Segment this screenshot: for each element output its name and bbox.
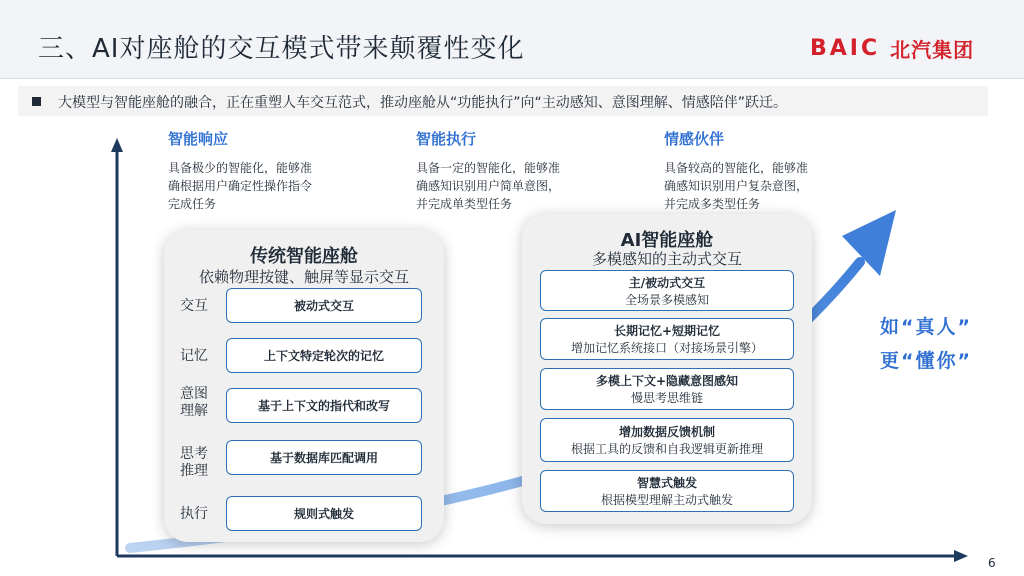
item-text: 上下文特定轮次的记忆 xyxy=(263,349,384,363)
item-text: 增加记忆系统接口（对接场景引擎） xyxy=(570,341,763,355)
traditional-item xyxy=(226,496,422,531)
item-text: 基于上下文的指代和改写 xyxy=(257,399,390,413)
panel-title: 传统智能座舱 xyxy=(250,246,358,267)
item-text: 慢思考思维链 xyxy=(630,391,703,405)
item-text: 根据工具的反馈和自我逻辑更新推理 xyxy=(570,442,763,456)
ai-item xyxy=(540,418,794,462)
stage-emotional-partner xyxy=(664,128,864,213)
stage-body: 具备较高的智能化，能够准 确感知识别用户复杂意图， 并完成多类型任务 xyxy=(664,161,809,211)
traditional-item xyxy=(226,440,422,475)
traditional-item xyxy=(226,288,422,323)
ai-item xyxy=(540,270,794,311)
stage-head: 情感伙伴 xyxy=(664,130,725,148)
ai-item xyxy=(540,470,794,512)
traditional-item xyxy=(226,338,422,373)
y-axis-arrow-icon xyxy=(111,138,123,152)
side-text-line2: 更“懂你” xyxy=(880,350,972,372)
item-text: 全场景多模感知 xyxy=(624,292,709,307)
page-number: 6 xyxy=(988,556,996,570)
ai-cockpit-panel xyxy=(522,214,812,524)
row-label: 执行 xyxy=(180,506,208,522)
traditional-item xyxy=(226,388,422,423)
logo-latin: BAIC xyxy=(810,36,881,61)
row-label: 记忆 xyxy=(180,348,208,364)
row-label: 思考 推理 xyxy=(180,446,208,479)
item-bold-text: 多模上下文+隐藏意图感知 xyxy=(595,374,739,388)
page-title: 三、AI对座舱的交互模式带来颠覆性变化 xyxy=(38,34,525,64)
ai-item xyxy=(540,368,794,410)
item-text: 根据模型理解主动式触发 xyxy=(600,493,733,507)
growth-arrow-icon xyxy=(842,210,896,276)
subtitle: 大模型与智能座舱的融合，正在重塑人车交互范式，推动座舱从“功能执行”向“主动感知、意图理解、情感陪伴”跃迁。 xyxy=(58,95,788,111)
item-bold-text: 长期记忆+短期记忆 xyxy=(613,324,721,338)
x-axis-arrow-icon xyxy=(954,550,968,562)
traditional-cockpit-panel xyxy=(164,230,444,542)
stage-head: 智能执行 xyxy=(416,130,477,148)
item-bold-text: 智慧式触发 xyxy=(636,476,697,490)
side-text-line1: 如“真人” xyxy=(880,316,972,338)
row-label: 交互 xyxy=(180,298,208,314)
item-text: 基于数据库匹配调用 xyxy=(269,451,378,465)
stage-body: 具备一定的智能化，能够准 确感知识别用户简单意图， 并完成单类型任务 xyxy=(416,161,561,211)
stage-intelligent-response xyxy=(168,128,368,213)
stage-head: 智能响应 xyxy=(168,130,229,148)
item-bold-text: 增加数据反馈机制 xyxy=(618,425,715,439)
stage-intelligent-execution xyxy=(416,128,616,213)
logo-cn: 北汽集团 xyxy=(890,38,975,62)
panel-subtitle: 多模感知的主动式交互 xyxy=(591,250,742,268)
row-label: 意图 理解 xyxy=(180,386,208,419)
item-text: 被动式交互 xyxy=(293,299,354,313)
item-bold-text: 主/被动式交互 xyxy=(628,275,706,290)
panel-subtitle: 依赖物理按键、触屏等显示交互 xyxy=(198,268,409,286)
item-text: 规则式触发 xyxy=(293,507,354,521)
ai-item xyxy=(540,318,794,360)
panel-title: AI智能座舱 xyxy=(620,230,714,251)
stage-body: 具备极少的智能化，能够准 确根据用户确定性操作指令 完成任务 xyxy=(168,161,313,211)
